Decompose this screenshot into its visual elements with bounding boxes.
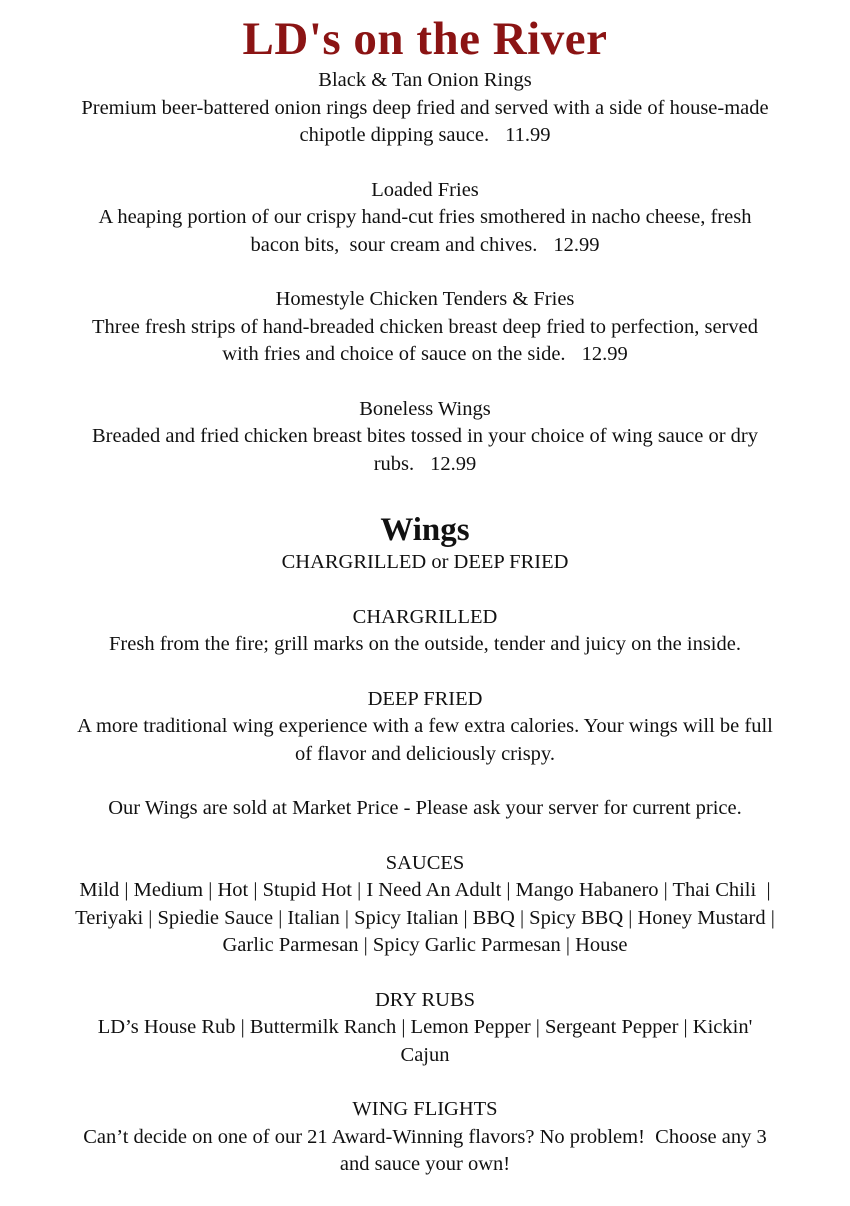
sauces-list-line: Mild | Medium | Hot | Stupid Hot | I Need An Adult | Mango Habanero | Thai Chili | bbox=[79, 879, 771, 901]
item-name: Loaded Fries bbox=[371, 178, 479, 201]
item-description: A heaping portion of our crispy hand-cut fries smothered in nacho cheese, fresh bbox=[98, 206, 752, 228]
item-description: Premium beer-battered onion rings deep fried and served with a side of house-made bbox=[81, 96, 769, 119]
item-price: 11.99 bbox=[505, 124, 551, 146]
item-description-end bbox=[0, 232, 850, 260]
dry-rubs-list-line: Cajun bbox=[400, 1043, 450, 1066]
restaurant-title: LD's on the River bbox=[242, 13, 608, 65]
sauces-list-line: Garlic Parmesan | Spicy Garlic Parmesan | House bbox=[222, 934, 628, 956]
deep-fried-description: A more traditional wing experience with a few extra calories. Your wings will be full bbox=[77, 715, 773, 737]
wing-flights-description-end: and sauce your own! bbox=[339, 1153, 511, 1175]
item-description-tail: chipotle dipping sauce. bbox=[299, 124, 490, 146]
wing-flights-section bbox=[0, 1096, 850, 1179]
menu-item bbox=[0, 286, 850, 369]
item-description-end bbox=[0, 451, 850, 479]
item-description: Three fresh strips of hand-breaded chicken breast deep fried to perfection, served bbox=[92, 315, 758, 338]
chargrilled-description: Fresh from the fire; grill marks on the outside, tender and juicy on the inside. bbox=[109, 633, 741, 655]
item-description-end bbox=[0, 122, 850, 150]
dry-rubs-label: DRY RUBS bbox=[374, 988, 476, 1011]
menu-item bbox=[0, 396, 850, 479]
wings-heading: Wings bbox=[380, 512, 470, 548]
menu-page bbox=[0, 15, 850, 1179]
item-name: Homestyle Chicken Tenders & Fries bbox=[275, 288, 575, 310]
chargrilled-label: CHARGRILLED bbox=[352, 605, 498, 628]
item-description-tail: rubs. bbox=[373, 452, 415, 475]
item-price: 12.99 bbox=[581, 343, 628, 365]
item-description-tail: bacon bits, sour cream and chives. bbox=[250, 233, 538, 256]
dry-rubs-section bbox=[0, 987, 850, 1070]
item-description-end bbox=[0, 341, 850, 369]
deep-fried-section bbox=[0, 686, 850, 769]
item-price: 12.99 bbox=[553, 233, 600, 256]
sauces-section bbox=[0, 850, 850, 960]
wings-subheading: CHARGRILLED or DEEP FRIED bbox=[281, 551, 569, 573]
item-description: Breaded and fried chicken breast bites tossed in your choice of wing sauce or dry bbox=[91, 425, 759, 447]
item-price: 12.99 bbox=[430, 452, 477, 475]
wing-flights-label: WING FLIGHTS bbox=[352, 1098, 498, 1120]
sauces-list-line: Teriyaki | Spiedie Sauce | Italian | Spicy Italian | BBQ | Spicy BBQ | Honey Mustard | bbox=[75, 906, 775, 929]
market-price-note-section bbox=[0, 795, 850, 823]
chargrilled-section bbox=[0, 604, 850, 659]
deep-fried-label: DEEP FRIED bbox=[367, 687, 483, 710]
sauces-label: SAUCES bbox=[385, 851, 465, 874]
dry-rubs-list-line: LD’s House Rub | Buttermilk Ranch | Lemon Pepper | Sergeant Pepper | Kickin' bbox=[97, 1016, 753, 1038]
market-price-note: Our Wings are sold at Market Price - Please ask your server for current price. bbox=[108, 797, 742, 819]
menu-item bbox=[0, 67, 850, 150]
deep-fried-description-end: of flavor and deliciously crispy. bbox=[295, 742, 555, 765]
menu-item bbox=[0, 177, 850, 260]
wing-flights-description: Can’t decide on one of our 21 Award-Winning flavors? No problem! Choose any 3 bbox=[83, 1125, 767, 1148]
item-description-tail: with fries and choice of sauce on the side. bbox=[222, 343, 566, 365]
item-name: Black & Tan Onion Rings bbox=[318, 69, 532, 91]
item-name: Boneless Wings bbox=[359, 397, 491, 420]
